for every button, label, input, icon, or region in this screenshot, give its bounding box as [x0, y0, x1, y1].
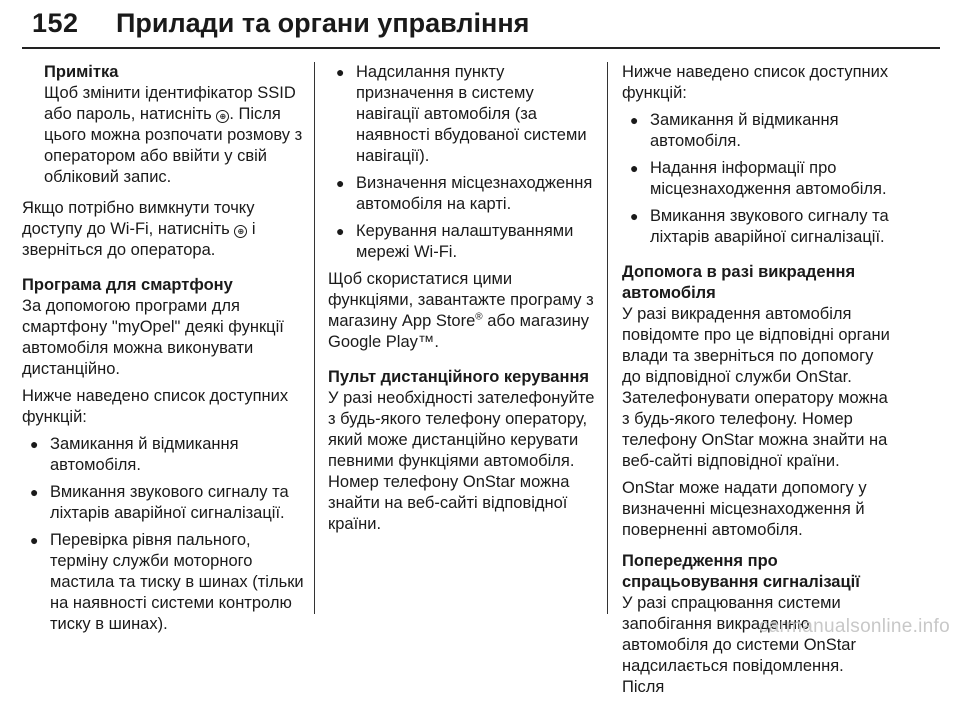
alarm-heading: Попередження про спрацьовування сигналізації — [622, 552, 860, 591]
bullet-icon: ● — [30, 532, 39, 548]
locate-paragraph: OnStar може надати допомогу у визначенні місцезнаходження й поверненні автомобіля. — [622, 479, 867, 539]
bullet-icon: ● — [630, 208, 639, 224]
list-item: ● Замикання й відмикання автомобіля. — [30, 435, 239, 474]
bullet-icon: ● — [30, 436, 39, 452]
page-header — [22, 0, 938, 46]
list-item: ● Вмикання звукового сигналу та ліхтарів аварійної сигналізації. — [630, 207, 889, 246]
store-paragraph: Щоб скористатися цими функціями, завантажте програму з магазину App Store® або магазину Google Play™. — [328, 270, 594, 351]
list-intro: Нижче наведено список доступних функцій: — [622, 63, 889, 102]
feature-list — [622, 110, 890, 248]
page-number: 152 — [32, 8, 79, 38]
onstar-button-icon: ⊕ — [234, 225, 247, 238]
bullet-icon: ● — [336, 64, 345, 80]
bullet-icon: ● — [30, 484, 39, 500]
column-divider-2 — [607, 62, 608, 614]
bullet-icon: ● — [336, 175, 345, 191]
column-1 — [22, 62, 310, 641]
alarm-paragraph: У разі спрацювання системи запобігання викраденню автомобіля до системи OnStar надсилається повідомлення. Після — [622, 594, 856, 696]
theft-paragraph: У разі викрадення автомобіля повідомте про це відповідні органи влади та зверніться по допомогу до відповідної служби OnStar. Зателефонувати оператору можна з будь-якого телефону. Номер телефону OnStar можна знайти на веб-сайті відповідної країни. — [622, 305, 890, 470]
column-3 — [622, 62, 890, 704]
note-title: Примітка — [44, 63, 119, 81]
column-divider-1 — [314, 62, 315, 614]
app-heading: Програма для смартфону — [22, 276, 233, 294]
bullet-icon: ● — [630, 160, 639, 176]
bullet-icon: ● — [630, 112, 639, 128]
remote-paragraph: У разі необхідності зателефонуйте з будь-якого телефону оператору, який може дистанційно керувати певними функціями автомобіля. Номер телефону OnStar можна знайти на веб-сайті відповідної країни. — [328, 389, 595, 533]
onstar-button-icon: ⊕ — [216, 110, 229, 123]
column-2 — [328, 62, 598, 541]
list-item: ● Керування налаштуваннями мережі Wi-Fi. — [336, 222, 574, 261]
note-text: Щоб змінити ідентифікатор SSID або пароль, натисніть ⊕ . Після цього можна розпочати розмову з оператором або ввійти у свій обліковий запис. — [44, 84, 303, 186]
list-item: ● Визначення місцезнаходження автомобіля на карті. — [336, 174, 593, 213]
feature-list — [22, 434, 310, 635]
feature-list — [328, 62, 598, 263]
app-paragraph: За допомогою програми для смартфону "myOpel" деякі функції автомобіля можна виконувати дистанційно. — [22, 297, 284, 378]
list-item: ● Перевірка рівня пального, терміну служби моторного мастила та тиску в шинах (тільки на наявності системи контролю тиску в шинах). — [30, 531, 304, 633]
wifi-paragraph: Якщо потрібно вимкнути точку доступу до Wi-Fi, натисніть ⊕ і зверніться до оператора. — [22, 199, 256, 259]
header-divider — [22, 47, 940, 49]
remote-heading: Пульт дистанційного керування — [328, 368, 590, 386]
list-item: ● Вмикання звукового сигналу та ліхтарів аварійної сигналізації. — [30, 483, 289, 522]
note-box — [22, 62, 310, 188]
list-intro: Нижче наведено список доступних функцій: — [22, 387, 289, 426]
bullet-icon: ● — [336, 223, 345, 239]
list-item: ● Надання інформації про місцезнаходження автомобіля. — [630, 159, 887, 198]
list-item: ● Надсилання пункту призначення в систему навігації автомобіля (за наявності вбудованої системи навігації). — [336, 63, 587, 165]
theft-heading: Допомога в разі викрадення автомобіля — [622, 263, 856, 302]
watermark: carmanualsonline.info — [758, 616, 950, 637]
list-item: ● Замикання й відмикання автомобіля. — [630, 111, 839, 150]
page-title: Прилади та органи управління — [116, 8, 530, 38]
registered-mark: ® — [475, 311, 483, 323]
